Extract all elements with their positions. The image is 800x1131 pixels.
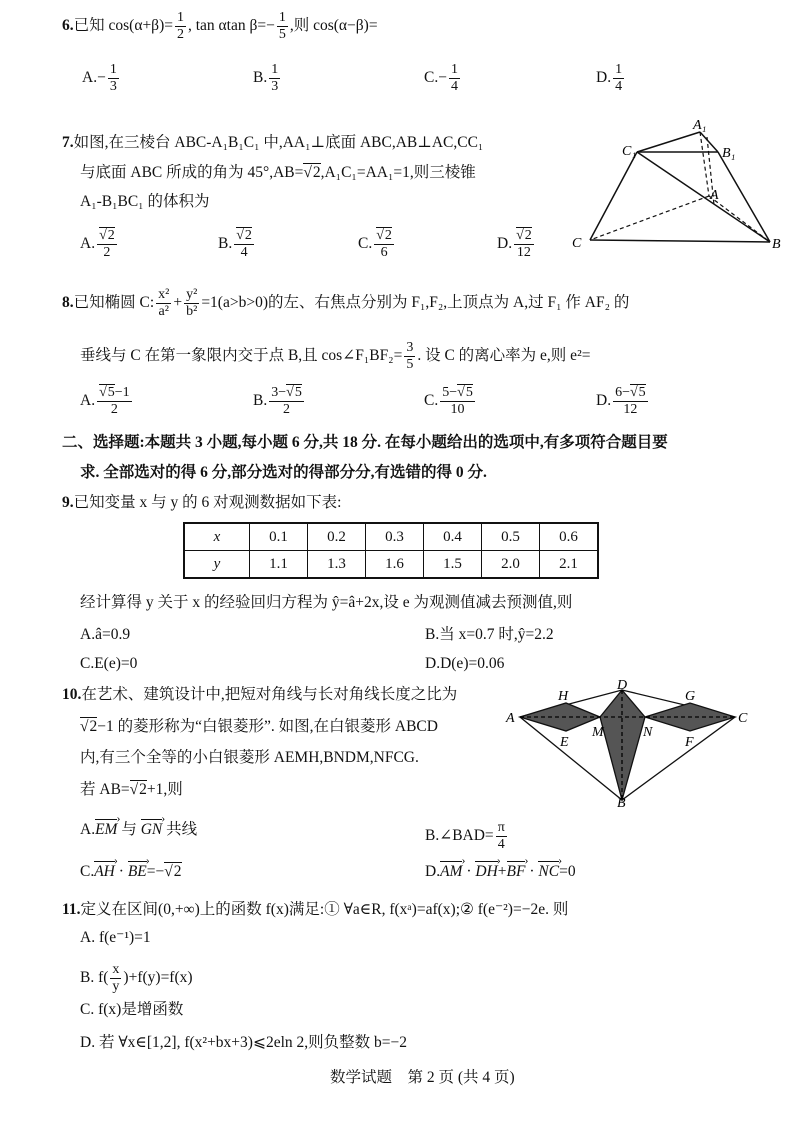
label-d: D — [617, 680, 628, 693]
label-b: B — [617, 796, 626, 810]
question-number: 6. — [62, 17, 74, 35]
label-e: E — [560, 735, 569, 750]
option-b: B. f( $\frac{x}{y}$ )+f(y)=f(x) — [80, 962, 193, 994]
table-row: y 1.1 1.3 1.6 1.5 2.0 2.1 — [184, 551, 598, 579]
option-c: C.› AH · › BE=−√ 2 — [80, 862, 182, 882]
question-10-line1: 10.在艺术、建筑设计中,把短对角线与长对角线长度之比为 — [62, 686, 458, 703]
label-a: A — [506, 711, 515, 726]
option-c: C.− $\frac{1}{4}$ — [424, 62, 458, 94]
question-7-line2: 与底面 ABC 所成的角为 45°,AB=√ 2,A₁C₁=AA₁=1,则三棱锥 — [80, 163, 476, 183]
question-6-stem — [62, 10, 378, 43]
option-d: D. $\frac{6-√ 5}{12}$ — [596, 385, 650, 418]
option-a: A. √ $\frac{2}{2}$ — [80, 228, 119, 261]
option-d: D.› AM · › DH+› BF · › NC=0 — [425, 862, 576, 882]
option-d: D. $\frac{1}{4}$ — [596, 62, 623, 94]
option-b: B.∠BAD= $\frac{\pi}{4}$ — [425, 820, 505, 852]
option-a: A. f(e⁻¹)=1 — [80, 929, 151, 946]
question-10-line2: √ 2−1 的菱形称为“白银菱形”. 如图,在白银菱形 ABCD — [80, 717, 438, 737]
question-10-line3: 内,有三个全等的小白银菱形 AEMH,BNDM,NFCG. — [80, 749, 419, 766]
option-a: A.â=0.9 — [80, 626, 131, 643]
section-2-heading: 二、选择题:本题共 3 小题,每小题 6 分,共 18 分. 在每小题给出的选项中,有多项符合题目要 — [62, 434, 668, 451]
question-9-line2: 经计算得 y 关于 x 的经验回归方程为 ŷ=â+2x,设 e 为观测值减去预测值,则 — [80, 594, 573, 611]
label-c: C — [572, 236, 582, 251]
option-d: D. √ $\frac{2}{12}$ — [497, 228, 536, 261]
label-b: B — [772, 237, 781, 252]
fraction: $\frac{1}{2}$ — [176, 10, 184, 42]
label-m: M — [592, 725, 604, 740]
question-7-line3: A₁-B₁BC₁ 的体积为 — [80, 193, 210, 210]
option-b: B. √ $\frac{2}{4}$ — [218, 228, 256, 261]
data-table — [183, 522, 599, 579]
option-a: A. √ $\frac{5-1}{2}$ — [80, 385, 134, 418]
option-a: A.› EM 与 › GN 共线 — [80, 820, 197, 840]
label-b1: B₁ — [722, 146, 736, 161]
label-n: N — [643, 725, 653, 740]
option-a: A.− $\frac{1}{3}$ — [82, 62, 117, 94]
label-g: G — [685, 689, 696, 704]
text: , tan αtan β=− — [187, 17, 275, 35]
section-2-instructions: 求. 全部选对的得 6 分,部分选对的得部分分,有选错的得 0 分. — [80, 464, 487, 481]
option-c: C.E(e)=0 — [80, 655, 138, 672]
text: ,则 cos(α−β)= — [289, 17, 378, 35]
question-10-line4: 若 AB=√ 2+1,则 — [80, 780, 183, 800]
fraction: $\frac{1}{5}$ — [278, 10, 286, 42]
label-c: C — [738, 711, 748, 726]
page-footer: 数学试题 第 2 页 (共 4 页) — [330, 1069, 515, 1086]
question-7-line1: 7.如图,在三棱台 ABC-A₁B₁C₁ 中,AA₁⊥底面 ABC,AB⊥AC,CC₁ — [62, 134, 484, 151]
label-c1: C₁ — [622, 144, 637, 159]
table-row: x 0.1 0.2 0.3 0.4 0.5 0.6 — [184, 523, 598, 551]
option-d: D. 若 ∀x∈[1,2], f(x²+bx+3)⩽2eln 2,则负整数 b=−2 — [80, 1034, 407, 1051]
option-b: B. $\frac{1}{3}$ — [253, 62, 279, 94]
option-c: C. $\frac{5-√ 5}{10}$ — [424, 385, 477, 418]
option-c: C. f(x)是增函数 — [80, 1001, 184, 1018]
option-b: B.当 x=0.7 时,ŷ=2.2 — [425, 626, 554, 643]
option-b: B. $\frac{3-√ 5}{2}$ — [253, 385, 306, 418]
label-a1: A₁ — [693, 118, 707, 133]
silver-rhombus-figure — [500, 680, 760, 810]
question-9-stem: 9.已知变量 x 与 y 的 6 对观测数据如下表: — [62, 494, 342, 511]
frustum-figure — [560, 115, 790, 260]
label-a: A — [710, 188, 719, 203]
label-f: F — [685, 735, 694, 750]
question-8-line2: 垂线与 C 在第一象限内交于点 B,且 cos∠F₁BF₂= $\frac{3}{5}$ . 设 C 的离心率为 e,则 e²= — [80, 340, 591, 372]
option-c: C. √ $\frac{2}{6}$ — [358, 228, 396, 261]
question-11-stem: 11.定义在区间(0,+∞)上的函数 f(x)满足:① ∀a∈R, f(xᵃ)=af(x);② f(e⁻²)=−2e. 则 — [62, 901, 569, 918]
question-8-line1: 8.已知椭圆 C: $\frac{\text{x²}}{\text{a²}}$ + $\frac{\text{y²}}{\text{b²}}$ =1(a>b>0)的左、右焦点分别为 F₁,F₂,上顶点为 A,过 F₁ 作 AF₂ 的 — [62, 287, 630, 319]
label-h: H — [558, 689, 569, 704]
text: 已知 cos(α+β)= — [73, 17, 173, 35]
option-d: D.D(e)=0.06 — [425, 655, 505, 672]
